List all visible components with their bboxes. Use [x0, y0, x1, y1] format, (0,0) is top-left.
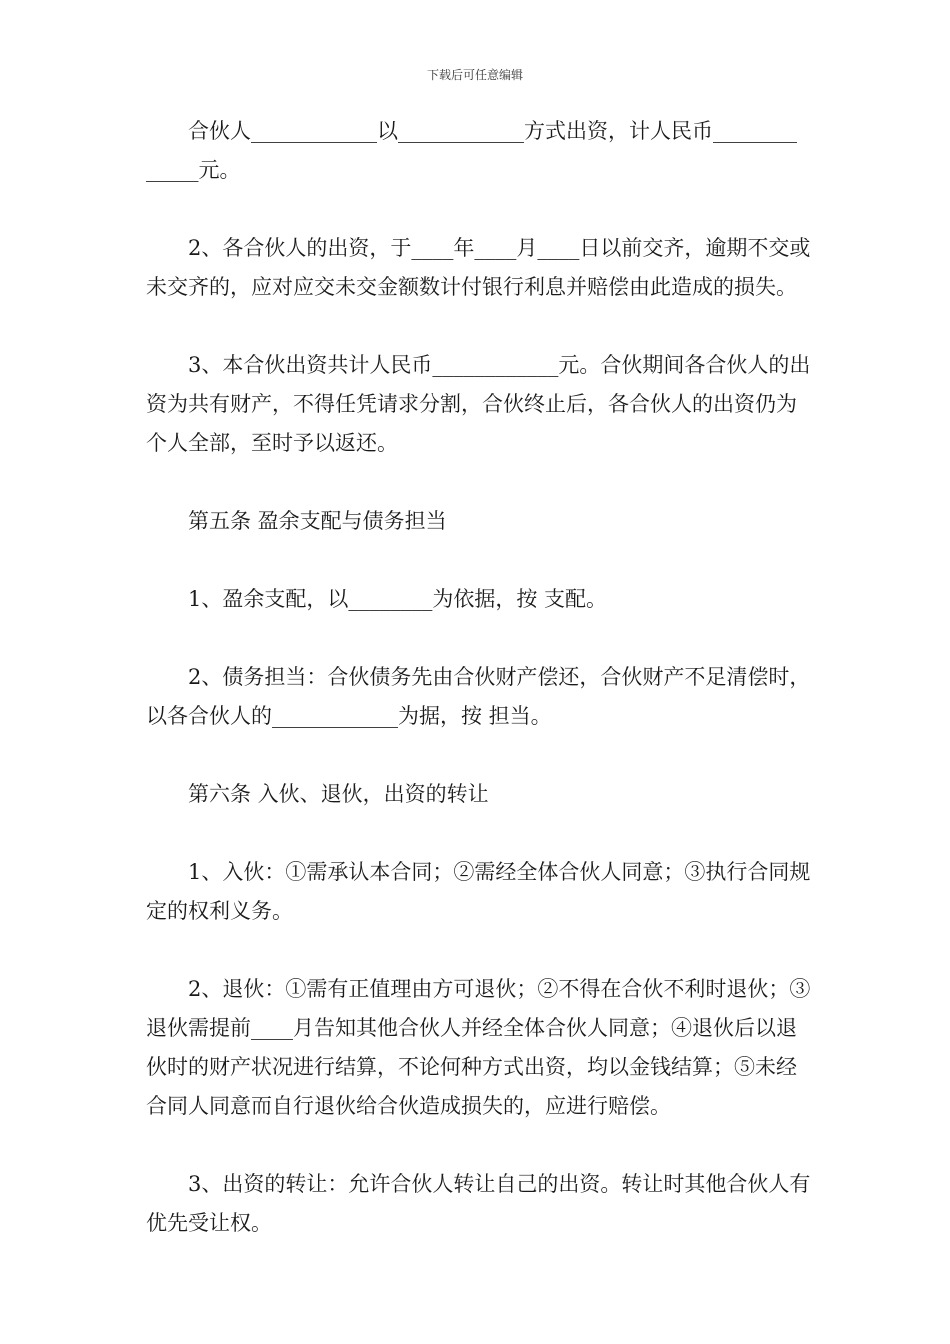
paragraph-debt-liability: 2、债务担当：合伙债务先由合伙财产偿还，合伙财产不足清偿时，以各合伙人的____________为据，按 担当。 — [146, 665, 811, 728]
article-5-heading: 第五条 盈余支配与债务担当 — [188, 509, 447, 533]
paragraph-total-contribution: 3、本合伙出资共计人民币____________元。合伙期间各合伙人的出资为共有财产，不得任凭请求分割，合伙终止后，各合伙人的出资仍为个人全部，至时予以返还。 — [146, 353, 811, 455]
page-header: 下载后可任意编辑 — [426, 68, 523, 82]
paragraph-profit-distribution: 1、盈余支配，以________为依据，按 支配。 — [188, 587, 608, 611]
paragraph-joining: 1、入伙：①需承认本合同；②需经全体合伙人同意；③执行合同规定的权利义务。 — [146, 860, 811, 923]
document-body — [146, 112, 814, 1243]
paragraph-withdrawal: 2、退伙：①需有正值理由方可退伙；②不得在合伙不利时退伙；③退伙需提前____月告知其他合伙人并经全体合伙人同意；④退伙后以退伙时的财产状况进行结算，不论何种方式出资，均以金钱结算；⑤未经合同人同意而自行退伙给合伙造成损失的，应进行赔偿。 — [146, 977, 811, 1118]
paragraph-transfer: 3、出资的转让：允许合伙人转让自己的出资。转让时其他合伙人有优先受让权。 — [146, 1172, 811, 1235]
paragraph-contribution-method: 合伙人____________以____________方式出资，计人民币________ _____元。 — [146, 119, 797, 182]
paragraph-contribution-deadline: 2、各合伙人的出资，于____年____月____日以前交齐，逾期不交或未交齐的，应对应交未交金额数计付银行利息并赔偿由此造成的损失。 — [146, 236, 811, 299]
article-6-heading: 第六条 入伙、退伙，出资的转让 — [188, 782, 489, 806]
